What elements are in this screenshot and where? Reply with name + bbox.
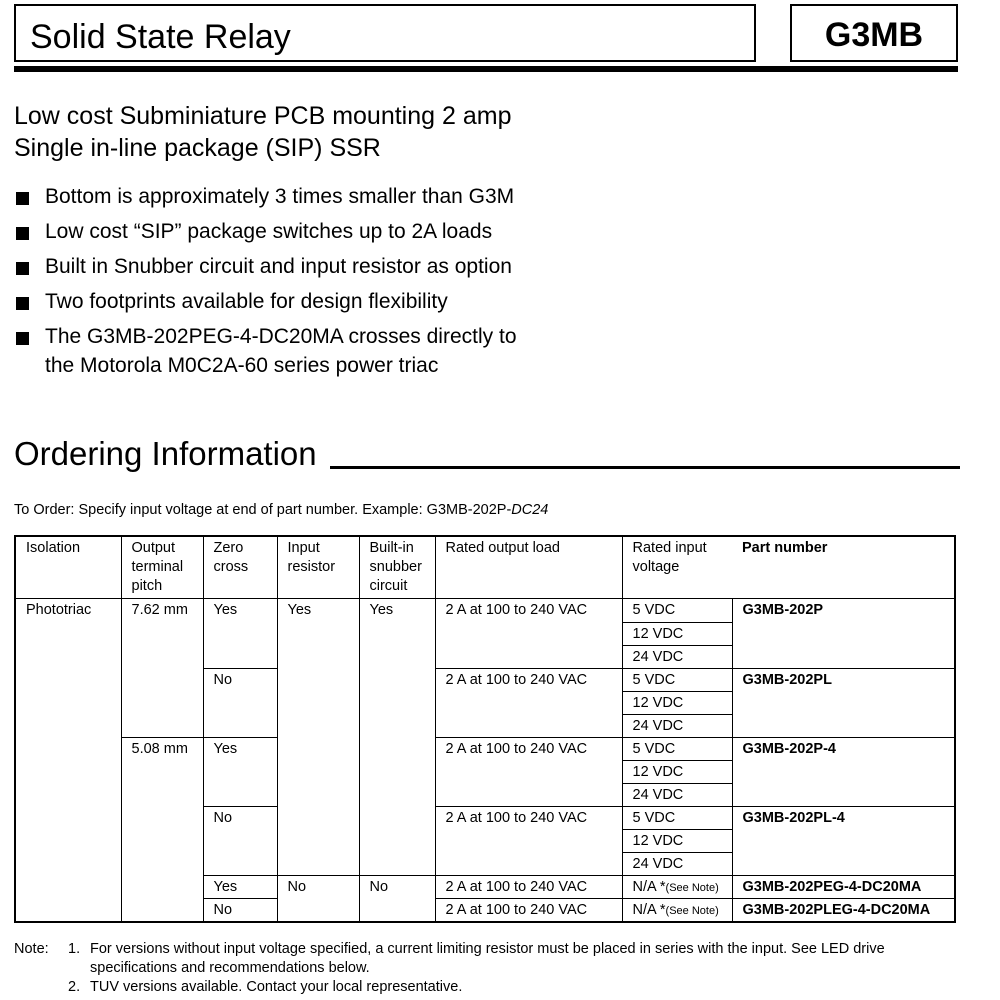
cell-voltage: 24 VDC (622, 715, 732, 738)
cell-voltage: 12 VDC (622, 761, 732, 784)
table-row (15, 738, 955, 761)
feature-item: Low cost “SIP” package switches up to 2A loads (14, 217, 517, 246)
order-example: DC24 (511, 502, 549, 518)
cell-part-number: G3MB-202PEG-4-DC20MA (732, 876, 955, 899)
cell-zero-cross: Yes (203, 738, 277, 807)
feature-item: Built in Snubber circuit and input resistor as option (14, 252, 517, 281)
product-subtitle (14, 100, 511, 164)
note-item (68, 940, 968, 978)
cell-zero-cross: No (203, 899, 277, 923)
cell-voltage: 24 VDC (622, 853, 732, 876)
note-item (68, 978, 968, 997)
cell-load: 2 A at 100 to 240 VAC (435, 669, 622, 738)
cell-pitch: 7.62 mm (121, 599, 203, 738)
note-text: For versions without input voltage specified, a current limiting resistor must be placed in series with the input. See LED drive specifications and recommendations below. (90, 941, 885, 976)
cell-part-number: G3MB-202PL (732, 669, 955, 738)
cell-part-number: G3MB-202PLEG-4-DC20MA (732, 899, 955, 923)
see-note-ref: (See Note) (665, 882, 719, 894)
cell-pitch: 5.08 mm (121, 738, 203, 923)
cell-voltage: 12 VDC (622, 623, 732, 646)
cell-voltage: 5 VDC (622, 599, 732, 623)
model-box (790, 4, 958, 62)
bullet-icon (16, 332, 29, 345)
see-note-ref: (See Note) (665, 905, 719, 917)
page-title: Solid State Relay (30, 18, 291, 56)
cell-voltage: 5 VDC (622, 807, 732, 830)
cell-part-number: G3MB-202P-4 (732, 738, 955, 807)
cell-load: 2 A at 100 to 240 VAC (435, 599, 622, 669)
order-instruction: To Order: Specify input voltage at end of part number. Example: G3MB-202P-DC24 (14, 502, 549, 518)
cell-voltage: 12 VDC (622, 692, 732, 715)
header-part-number: Part number (732, 536, 955, 599)
title-box (14, 4, 756, 62)
header-voltage: Rated input voltage (622, 536, 732, 599)
feature-item: Bottom is approximately 3 times smaller than G3M (14, 182, 517, 211)
cell-part-number: G3MB-202PL-4 (732, 807, 955, 876)
feature-item: Two footprints available for design flexibility (14, 287, 517, 316)
cell-voltage: 12 VDC (622, 830, 732, 853)
table-header-row (15, 536, 955, 599)
bullet-icon (16, 262, 29, 275)
header-snubber: Built-in snubber circuit (359, 536, 435, 599)
cell-voltage: N/A *(See Note) (622, 899, 732, 923)
bullet-icon (16, 192, 29, 205)
cell-voltage: 5 VDC (622, 738, 732, 761)
cell-input-resistor: No (277, 876, 359, 923)
note-number: 1. (68, 941, 81, 957)
table-row (15, 599, 955, 623)
section-title: Ordering Information (14, 435, 317, 472)
header-rule (14, 66, 958, 72)
cell-zero-cross: Yes (203, 876, 277, 899)
note-number: 2. (68, 979, 81, 995)
cell-snubber: No (359, 876, 435, 923)
cell-isolation: Phototriac (15, 599, 121, 923)
cell-voltage: N/A *(See Note) (622, 876, 732, 899)
notes-label: Note: (14, 941, 49, 957)
cell-load: 2 A at 100 to 240 VAC (435, 807, 622, 876)
subtitle-line-1: Low cost Subminiature PCB mounting 2 amp (14, 102, 512, 130)
bullet-icon (16, 297, 29, 310)
cell-part-number: G3MB-202P (732, 599, 955, 669)
cell-voltage: 24 VDC (622, 646, 732, 669)
cell-zero-cross: No (203, 807, 277, 876)
cell-voltage: 5 VDC (622, 669, 732, 692)
cell-zero-cross: Yes (203, 599, 277, 669)
header-zero-cross: Zero cross (203, 536, 277, 599)
cell-voltage: 24 VDC (622, 784, 732, 807)
cell-load: 2 A at 100 to 240 VAC (435, 876, 622, 899)
feature-item: The G3MB-202PEG-4-DC20MA crosses directly to the Motorola M0C2A-60 series power triac (14, 322, 517, 380)
ordering-table (14, 535, 956, 923)
header-input-resistor: Input resistor (277, 536, 359, 599)
notes-list (68, 940, 968, 997)
cell-load: 2 A at 100 to 240 VAC (435, 738, 622, 807)
bullet-icon (16, 227, 29, 240)
section-rule (330, 466, 960, 469)
model-number: G3MB (824, 16, 924, 54)
header-isolation: Isolation (15, 536, 121, 599)
cell-zero-cross: No (203, 669, 277, 738)
feature-list (14, 182, 517, 386)
page-header (14, 4, 958, 72)
cell-snubber: Yes (359, 599, 435, 876)
header-pitch: Output terminal pitch (121, 536, 203, 599)
cell-load: 2 A at 100 to 240 VAC (435, 899, 622, 923)
cell-input-resistor: Yes (277, 599, 359, 876)
subtitle-line-2: Single in-line package (SIP) SSR (14, 134, 381, 162)
header-load: Rated output load (435, 536, 622, 599)
note-text: TUV versions available. Contact your local representative. (90, 979, 463, 995)
